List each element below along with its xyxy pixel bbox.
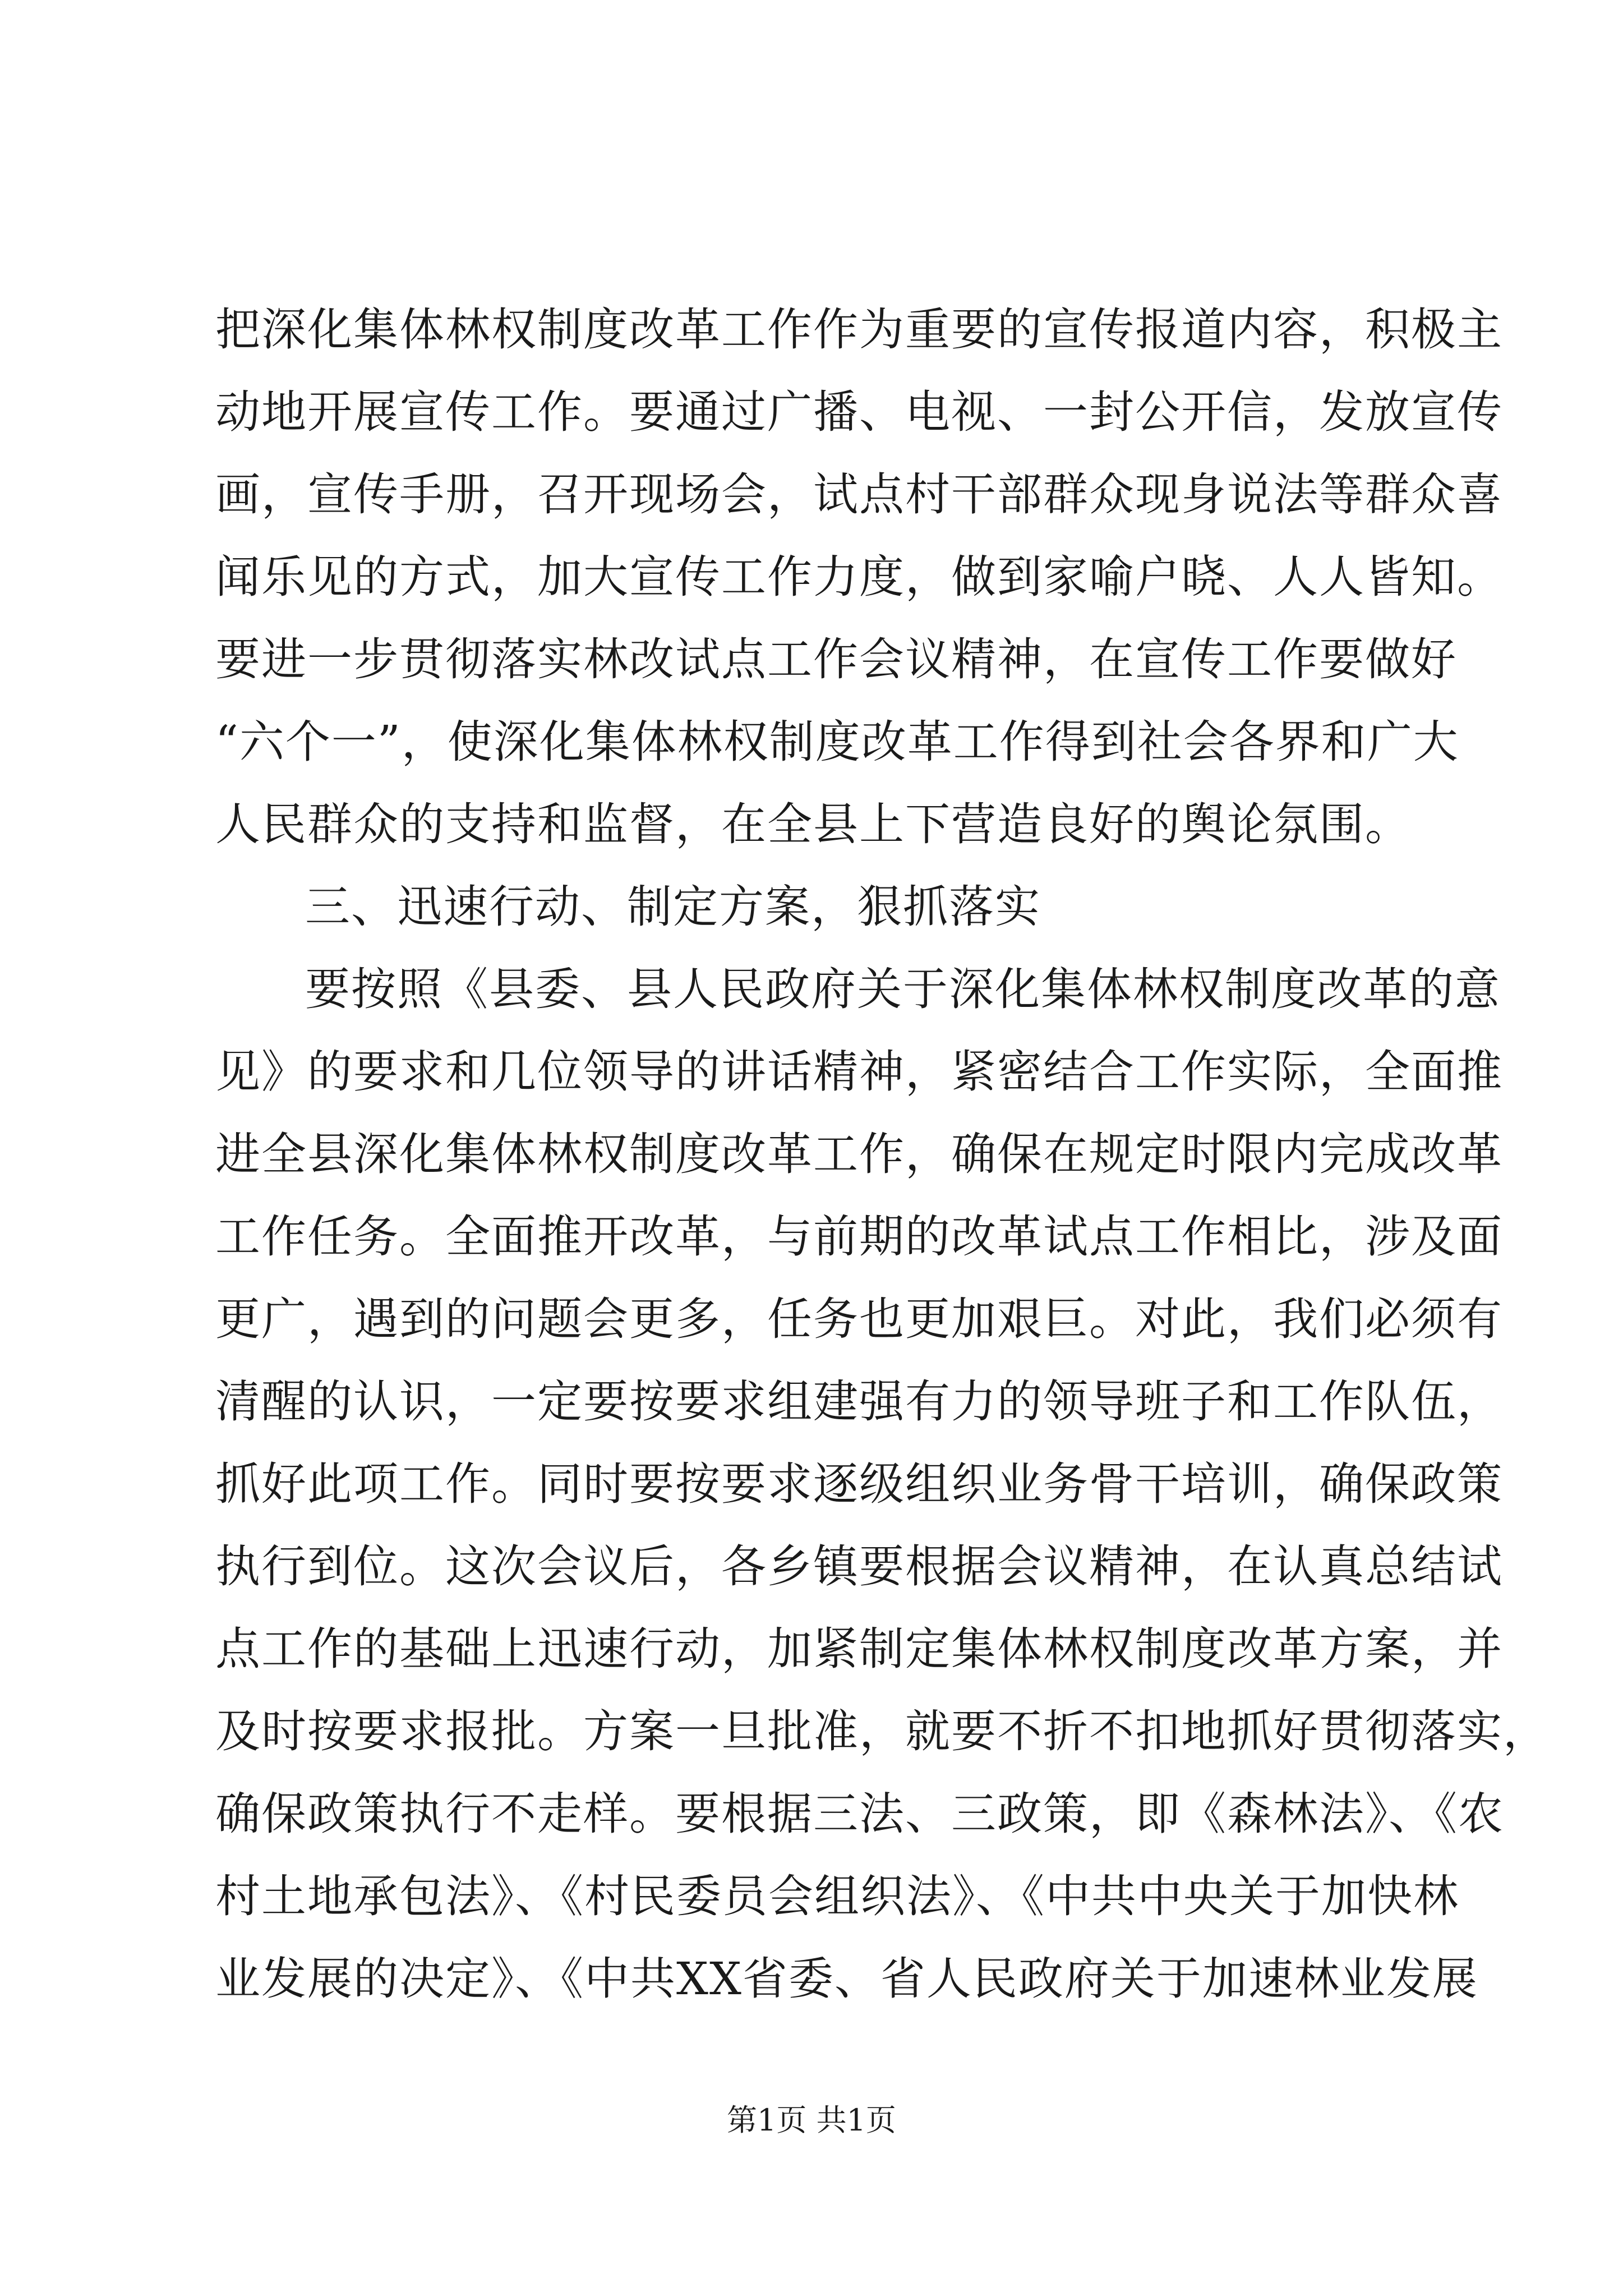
body-text-line: 见》的要求和几位领导的讲话精神，紧密结合工作实际，全面推 (215, 1046, 1503, 1098)
body-text-line: 进全县深化集体林权制度改革工作，确保在规定时限内完成改革 (215, 1128, 1503, 1180)
page-number-footer: 第1页 共1页 (727, 2102, 896, 2138)
body-text-line: 更广，遇到的问题会更多，任务也更加艰巨。对此，我们必须有 (215, 1293, 1503, 1345)
body-text-line: 要按照《县委、县人民政府关于深化集体林权制度改革的意 (305, 963, 1501, 1015)
body-text-line: 工作任务。全面推开改革，与前期的改革试点工作相比，涉及面 (215, 1211, 1503, 1263)
body-text-line: 闻乐见的方式，加大宣传工作力度，做到家喻户晓、人人皆知。 (215, 551, 1503, 603)
body-text-line: 确保政策执行不走样。要根据三法、三政策，即《森林法》、《农 (215, 1788, 1504, 1840)
body-text-line: 及时按要求报批。方案一旦批准，就要不折不扣地抓好贯彻落实， (215, 1705, 1549, 1757)
body-text-line: 要进一步贯彻落实林改试点工作会议精神，在宣传工作要做好 (215, 633, 1457, 685)
body-text-line: 画，宣传手册，召开现场会，试点村干部群众现身说法等群众喜 (215, 468, 1503, 521)
body-text-line: 抓好此项工作。同时要按要求逐级组织业务骨干培训，确保政策 (215, 1458, 1503, 1510)
body-text-line: 动地开展宣传工作。要通过广播、电视、一封公开信，发放宣传 (215, 386, 1503, 438)
body-text-line: 点工作的基础上迅速行动，加紧制定集体林权制度改革方案，并 (215, 1623, 1503, 1675)
body-text-line: 把深化集体林权制度改革工作作为重要的宣传报道内容，积极主 (215, 303, 1503, 356)
body-text-line: 业发展的决定》、《中共XX省委、省人民政府关于加速林业发展 (215, 1953, 1478, 2005)
body-text-line: 人民群众的支持和监督，在全县上下营造良好的舆论氛围。 (215, 798, 1411, 850)
body-text-line: 村土地承包法》、《村民委员会组织法》、《中共中央关于加快林 (215, 1870, 1459, 1922)
body-text-line: “六个一”，使深化集体林权制度改革工作得到社会各界和广大 (215, 716, 1459, 768)
section-heading: 三、迅速行动、制定方案，狠抓落实 (305, 881, 1041, 933)
body-text-line: 清醒的认识，一定要按要求组建强有力的领导班子和工作队伍， (215, 1375, 1503, 1428)
body-text-line: 执行到位。这次会议后，各乡镇要根据会议精神，在认真总结试 (215, 1540, 1503, 1593)
